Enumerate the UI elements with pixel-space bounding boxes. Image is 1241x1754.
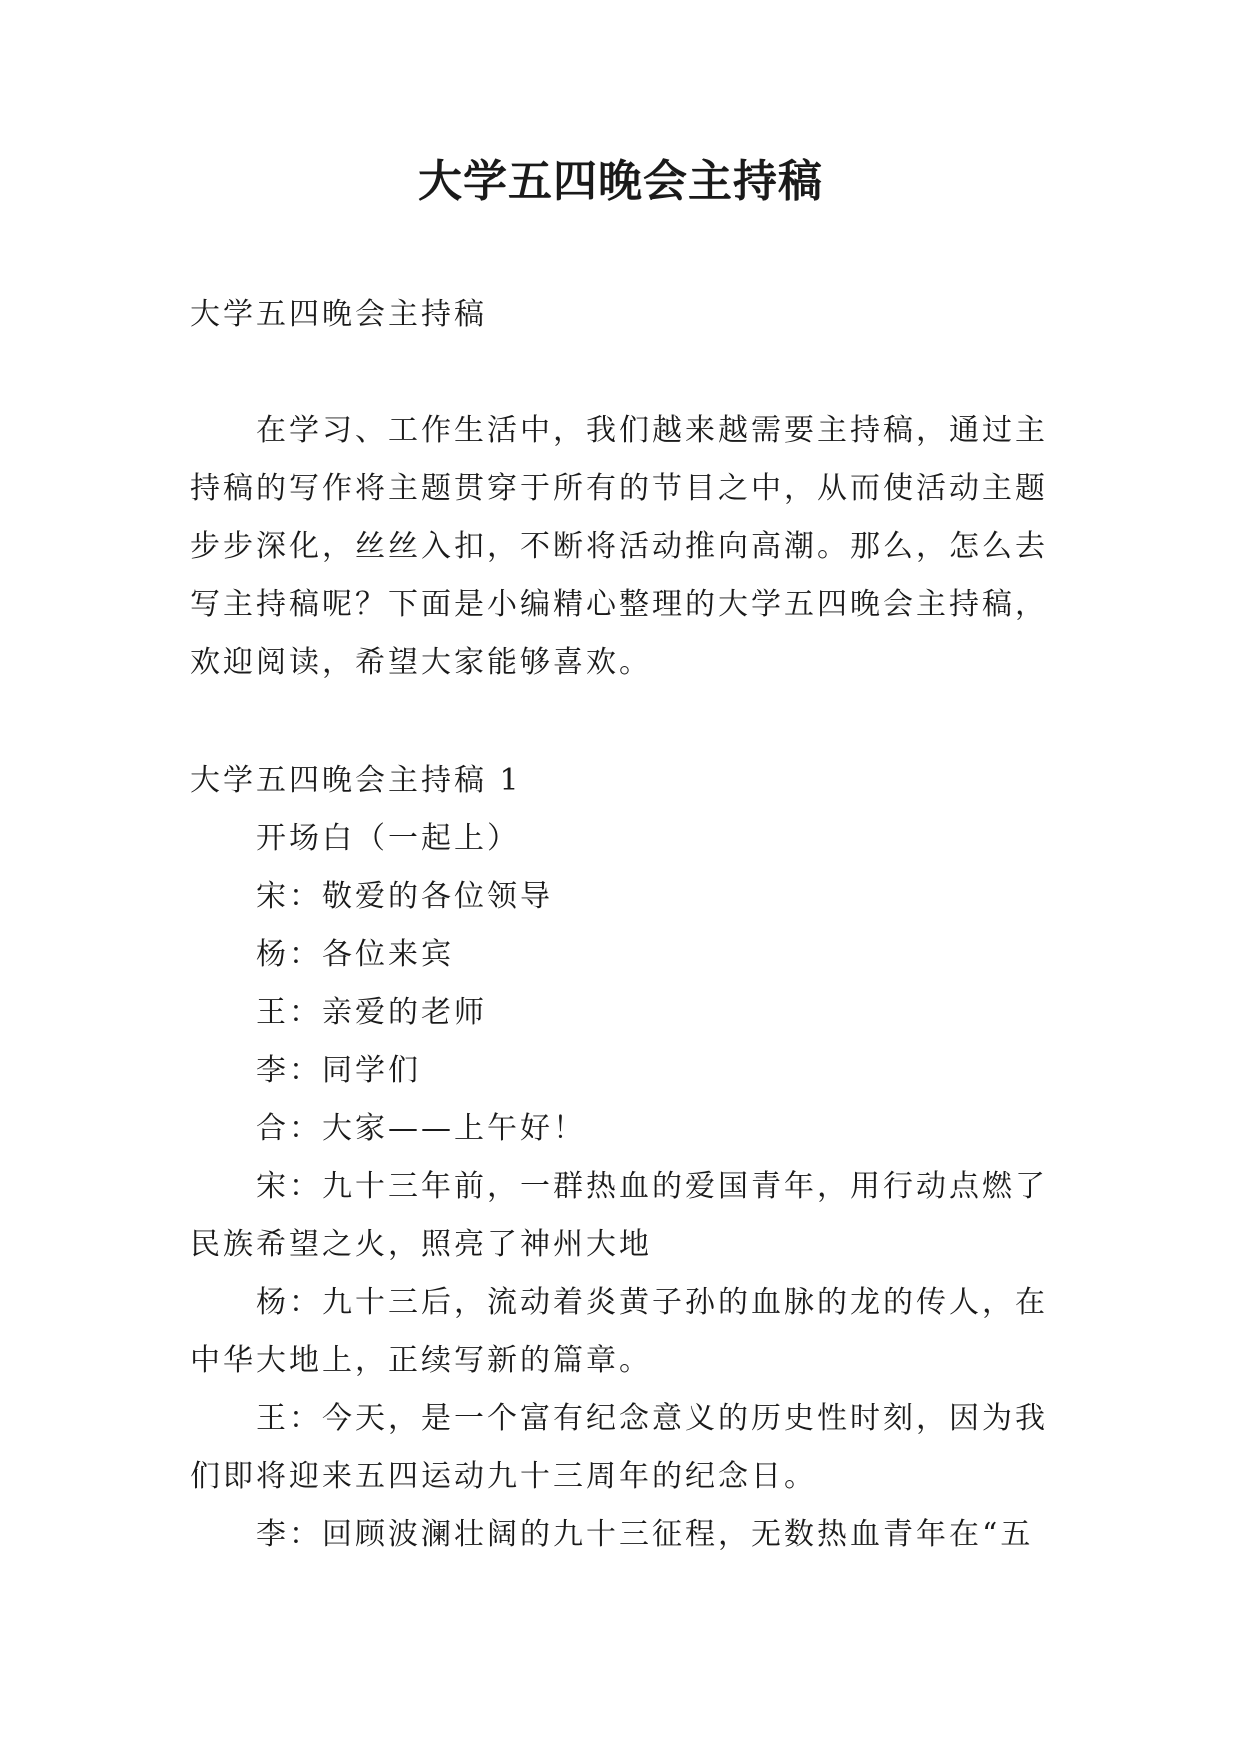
script-line: 宋：敬爱的各位领导 <box>256 879 553 914</box>
document-subtitle <box>190 286 1070 344</box>
script-line: 杨：九十三后，流动着炎黄子孙的血脉的龙的传人，在中华大地上，正续写新的篇章。 <box>190 1285 1048 1378</box>
document-title: 大学五四晚会主持稿 <box>418 156 823 207</box>
section-heading: 大学五四晚会主持稿 1 <box>190 763 522 798</box>
subtitle-text: 大学五四晚会主持稿 <box>190 297 487 332</box>
script-line: 李：同学们 <box>256 1053 421 1088</box>
script-line: 杨：各位来宾 <box>256 937 454 972</box>
intro-paragraph: 在学习、工作生活中，我们越来越需要主持稿，通过主持稿的写作将主题贯穿于所有的节目之中，从而使活动主题步步深化，丝丝入扣，不断将活动推向高潮。那么，怎么去写主持稿呢？下面是小编精心整理的大学五四晚会主持稿，欢迎阅读，希望大家能够喜欢。 <box>190 413 1048 680</box>
script-section <box>190 752 1070 1564</box>
script-line: 王：今天，是一个富有纪念意义的历史性时刻，因为我们即将迎来五四运动九十三周年的纪念日。 <box>190 1401 1048 1494</box>
script-line: 宋：九十三年前，一群热血的爱国青年，用行动点燃了民族希望之火，照亮了神州大地 <box>190 1169 1048 1262</box>
script-line: 合：大家——上午好！ <box>256 1111 586 1146</box>
intro-block <box>190 402 1070 692</box>
script-line: 开场白（一起上） <box>256 821 520 856</box>
script-line: 李：回顾波澜壮阔的九十三征程，无数热血青年在“五 <box>256 1517 1034 1552</box>
script-line: 王：亲爱的老师 <box>256 995 487 1030</box>
